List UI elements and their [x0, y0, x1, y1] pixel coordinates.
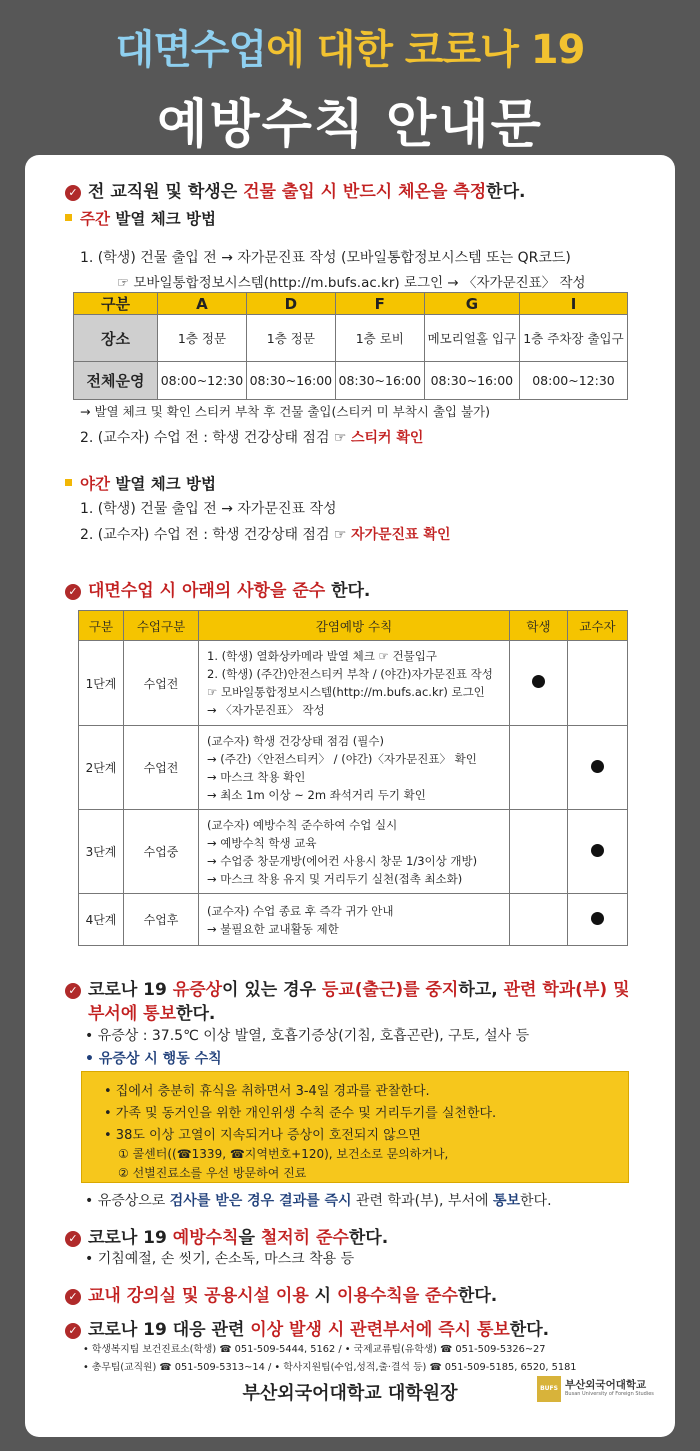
box-line: • 38도 이상 고열이 지속되거나 증상이 호전되지 않으면 — [104, 1128, 421, 1143]
night-label: 야간 — [80, 475, 110, 493]
section4-detail: • 기침예절, 손 씻기, 손소독, 마스크 착용 등 — [85, 1251, 355, 1267]
table-header-row — [74, 293, 628, 315]
table-row — [79, 894, 628, 946]
rules-cell — [199, 641, 510, 726]
student-cell — [510, 641, 568, 726]
day-check-title — [65, 207, 216, 229]
table-cell: 08:30~16:00 — [424, 362, 519, 400]
rule-line: → 〈자가문진표〉 작성 — [207, 703, 325, 717]
day-label: 주간 — [80, 210, 110, 228]
night-check-title — [65, 472, 216, 494]
rule-line: (교수자) 예방수칙 준수하여 수업 실시 — [207, 817, 398, 832]
symptom-rules-box — [81, 1071, 629, 1183]
line-text: • 유증상으로 — [85, 1193, 170, 1209]
day-schedule-table — [73, 292, 628, 400]
rule-line: 1. (학생) 열화상카메라 발열 체크 ☞ 건물입구 — [207, 649, 437, 663]
table-cell: 08:30~16:00 — [335, 362, 424, 400]
logo-name: 부산외국어대학교 — [565, 1379, 647, 1391]
table-row — [74, 362, 628, 400]
box-line: ① 콜센터((☎1339, ☎지역번호+120), 보건소로 문의하거나, — [118, 1147, 449, 1161]
type-cell: 수업전 — [124, 641, 199, 726]
stage-cell: 4단계 — [79, 894, 124, 946]
section3-heading-line2 — [88, 999, 215, 1024]
check-circle-icon: ✓ — [65, 1231, 81, 1247]
filled-dot-icon — [591, 844, 604, 857]
table-cell: 08:00~12:30 — [158, 362, 247, 400]
title-rest: 에 대한 코로나 19 — [266, 27, 585, 73]
table-cell: 1층 정문 — [158, 315, 247, 362]
rules-cell — [199, 810, 510, 894]
table-row — [79, 641, 628, 726]
section5-heading — [65, 1281, 497, 1306]
logo-english-name: Busan University of Foreign Studies — [565, 1391, 654, 1397]
section4-heading — [65, 1223, 388, 1248]
stage-cell: 1단계 — [79, 641, 124, 726]
rule-line: → 마스크 착용 유지 및 거리두기 실천(접촉 최소화) — [207, 871, 463, 886]
step-emphasis: 자가문진표 확인 — [350, 527, 451, 543]
rule-line: → 예방수칙 학생 교육 — [207, 835, 317, 850]
heading-text: 전 교직원 및 학생은 — [88, 182, 244, 202]
line-emphasis: 검사를 받은 경우 결과를 즉시 — [169, 1193, 352, 1209]
heading-text: 한다. — [176, 1004, 216, 1024]
check-circle-icon: ✓ — [65, 983, 81, 999]
contact-line-1: • 학생복지팀 보건진료소(학생) ☎ 051-509-5444, 5162 / • 국제교류팀(유학생) ☎ 051-509-5326~27 — [83, 1344, 546, 1355]
header — [0, 0, 700, 155]
section3-heading — [65, 975, 630, 1000]
rule-line: ☞ 모바일통합정보시스템(http://m.bufs.ac.kr) 로그인 — [207, 685, 485, 699]
rule-line: 2. (학생) (주간)안전스티커 부착 / (야간)자가문진표 작성 — [207, 667, 493, 681]
box-line: ② 선별진료소를 우선 방문하여 진료 — [118, 1166, 307, 1180]
heading-emphasis: 교내 강의실 및 공용시설 이용 — [88, 1286, 309, 1306]
test-result-line — [85, 1190, 552, 1210]
rule-line: → 수업중 창문개방(에어컨 사용시 창문 1/3이상 개방) — [207, 853, 478, 868]
rule-line: (교수자) 수업 종료 후 즉각 귀가 안내 — [207, 903, 394, 918]
table-cell: 1층 로비 — [335, 315, 424, 362]
type-cell: 수업전 — [124, 726, 199, 810]
table-header-cell: 학생 — [510, 611, 568, 641]
heading-text: 한다. — [457, 1286, 498, 1306]
row-label: 전체운영 — [74, 362, 158, 400]
heading-text: 시 — [308, 1286, 338, 1306]
professor-cell — [568, 894, 628, 946]
professor-cell — [568, 641, 628, 726]
title-text: 발열 체크 방법 — [109, 210, 216, 228]
table-row — [79, 810, 628, 894]
bufs-mark-icon: BUFS — [537, 1376, 561, 1402]
table-header-cell: A — [158, 293, 247, 315]
day-step1-sub: ☞ 모바일통합정보시스템(http://m.bufs.ac.kr) 로그인 → 〈자가문진표〉 작성 — [117, 275, 586, 291]
heading-text: 을 — [238, 1228, 261, 1248]
heading-emphasis: 유증상 — [172, 980, 223, 1000]
heading-text: 한다. — [348, 1228, 389, 1248]
table-header-cell: 구분 — [79, 611, 124, 641]
step-text: 2. (교수자) 수업 전 : 학생 건강상태 점검 ☞ — [80, 527, 351, 543]
notice-card — [25, 155, 675, 1437]
section1-heading — [65, 177, 525, 202]
day-step1: 1. (학생) 건물 출입 전 → 자가문진표 작성 (모바일통합정보시스템 또는 QR코드) — [80, 250, 571, 266]
bullet-square-icon — [65, 479, 72, 486]
heading-text: 코로나 19 — [88, 1228, 173, 1248]
symptom-rules-title: • 유증상 시 행동 수칙 — [85, 1051, 222, 1067]
prevention-rules-table — [78, 610, 628, 946]
university-logo — [537, 1376, 654, 1402]
heading-emphasis: 이상 발생 시 관련부서에 즉시 통보 — [250, 1320, 510, 1340]
signature: 부산외국어대학교 대학원장 — [242, 1383, 458, 1404]
line-emphasis: 통보 — [492, 1193, 521, 1209]
type-cell: 수업후 — [124, 894, 199, 946]
table-cell: 08:30~16:00 — [246, 362, 335, 400]
table-header-cell: I — [519, 293, 627, 315]
heading-emphasis: 대면수업 시 아래의 사항을 준수 — [88, 581, 326, 601]
rules-cell — [199, 726, 510, 810]
table-row — [79, 726, 628, 810]
heading-text: 하고, — [458, 980, 504, 1000]
table-cell: 메모리얼홀 입구 — [424, 315, 519, 362]
heading-emphasis: 철저히 준수 — [260, 1228, 349, 1248]
symptoms-line: • 유증상 : 37.5℃ 이상 발열, 호흡기증상(기침, 호흡곤란), 구토, 설사 등 — [85, 1028, 530, 1044]
heading-text: 이 있는 경우 — [222, 980, 322, 1000]
check-circle-icon: ✓ — [65, 185, 81, 201]
day-step2 — [80, 427, 423, 447]
table-row — [74, 315, 628, 362]
table-cell: 1층 정문 — [246, 315, 335, 362]
table-header-cell: D — [246, 293, 335, 315]
section2-heading — [65, 576, 370, 601]
student-cell — [510, 810, 568, 894]
title-text: 발열 체크 방법 — [109, 475, 216, 493]
professor-cell — [568, 810, 628, 894]
table-header-cell: 감염예방 수칙 — [199, 611, 510, 641]
table-header-cell: F — [335, 293, 424, 315]
contact-line-2: • 총무팀(교직원) ☎ 051-509-5313~14 / • 학사지원팀(수업,성적,출·결석 등) ☎ 051-509-5185, 6520, 5181 — [83, 1362, 577, 1373]
professor-cell — [568, 726, 628, 810]
rule-line: → 마스크 착용 확인 — [207, 769, 306, 784]
table-cell: 1층 주차장 출입구 — [519, 315, 627, 362]
stage-cell: 3단계 — [79, 810, 124, 894]
bullet-square-icon — [65, 214, 72, 221]
title-line2: 예방수칙 안내문 — [157, 95, 543, 155]
filled-dot-icon — [532, 675, 545, 688]
type-cell: 수업중 — [124, 810, 199, 894]
heading-emphasis: 건물 출입 시 반드시 체온을 측정 — [243, 182, 487, 202]
table-cell: 08:00~12:30 — [519, 362, 627, 400]
table-header-cell: G — [424, 293, 519, 315]
night-step2 — [80, 524, 450, 544]
filled-dot-icon — [591, 760, 604, 773]
table-header-cell: 수업구분 — [124, 611, 199, 641]
night-step1: 1. (학생) 건물 출입 전 → 자가문진표 작성 — [80, 501, 337, 517]
rule-line: → 불필요한 교내활동 제한 — [207, 921, 339, 936]
title-highlight: 대면수업 — [115, 27, 267, 73]
title-line1 — [0, 18, 700, 75]
check-circle-icon: ✓ — [65, 1323, 81, 1339]
student-cell — [510, 894, 568, 946]
box-line: • 집에서 충분히 휴식을 취하면서 3-4일 경과를 관찰한다. — [104, 1084, 430, 1099]
step-emphasis: 스티커 확인 — [350, 430, 424, 446]
heading-emphasis: 이용수칙을 준수 — [337, 1286, 458, 1306]
table-header-cell: 교수자 — [568, 611, 628, 641]
heading-emphasis: 예방수칙 — [172, 1228, 239, 1248]
check-circle-icon: ✓ — [65, 1289, 81, 1305]
rules-cell — [199, 894, 510, 946]
table-header-row — [79, 611, 628, 641]
check-circle-icon: ✓ — [65, 584, 81, 600]
student-cell — [510, 726, 568, 810]
stage-cell: 2단계 — [79, 726, 124, 810]
heading-text: 한다. — [486, 182, 526, 202]
table-header-cell: 구분 — [74, 293, 158, 315]
section6-heading — [65, 1315, 549, 1340]
heading-text: 코로나 19 — [88, 980, 173, 1000]
day-note: → 발열 체크 및 확인 스티커 부착 후 건물 출입(스티커 미 부착시 출입 불가) — [80, 404, 490, 419]
rule-line — [207, 732, 501, 750]
heading-emphasis: 부서에 통보 — [88, 1004, 177, 1024]
heading-emphasis: 등교(출근)를 중지 — [321, 980, 459, 1000]
box-line: • 가족 및 동거인을 위한 개인위생 수칙 준수 및 거리두기를 실천한다. — [104, 1106, 497, 1121]
heading-text: 한다. — [325, 581, 371, 601]
heading-text: 코로나 19 대응 관련 — [88, 1320, 251, 1340]
step-text: 2. (교수자) 수업 전 : 학생 건강상태 점검 ☞ — [80, 430, 351, 446]
heading-emphasis: 관련 학과(부) 및 — [503, 980, 630, 1000]
rule-line: → 최소 1m 이상 ~ 2m 좌석거리 두기 확인 — [207, 787, 426, 802]
filled-dot-icon — [591, 912, 604, 925]
row-label: 장소 — [74, 315, 158, 362]
heading-text: 한다. — [509, 1320, 550, 1340]
line-text: 한다. — [520, 1193, 552, 1209]
rule-line: → (주간)〈안전스티커〉 / (야간)〈자가문진표〉 확인 — [207, 751, 477, 766]
line-text: 관련 학과(부), 부서에 — [351, 1193, 493, 1209]
rule-text: (교수자) 학생 건강상태 점검 (필수) — [207, 733, 384, 748]
